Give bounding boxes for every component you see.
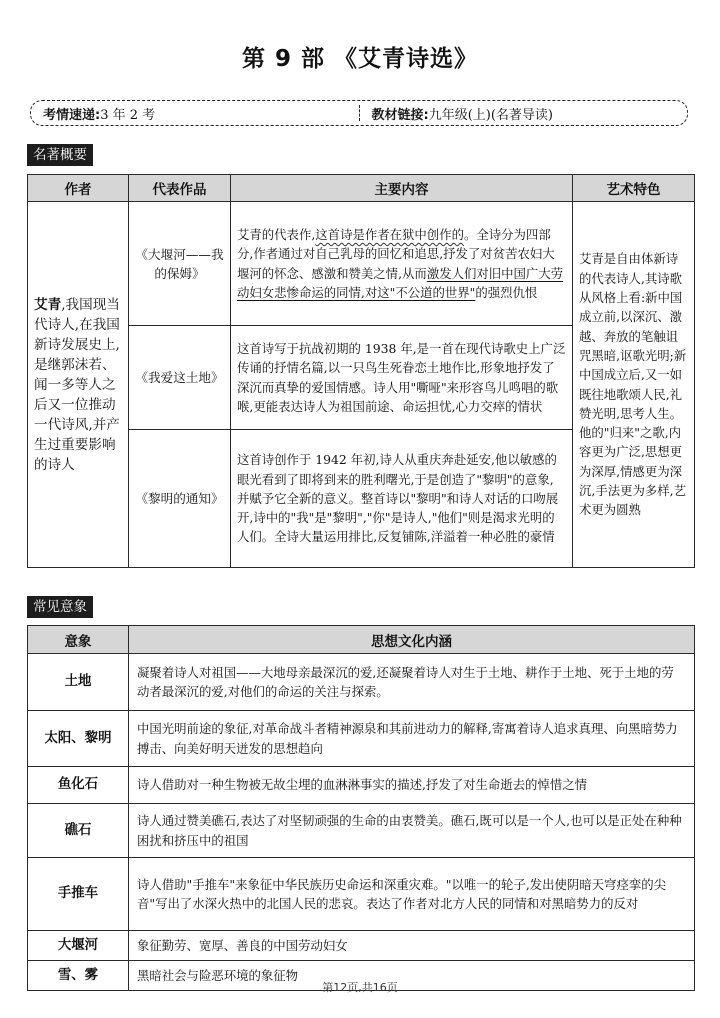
imagery-row: [28, 654, 695, 711]
section-label-imagery: 常见意象: [27, 596, 93, 618]
content-text: 艾青的代表作,: [237, 226, 316, 242]
work-title: 《大堰河——我的保姆》: [129, 202, 231, 326]
header-image: 意象: [28, 626, 129, 654]
imagery-row: [28, 767, 695, 804]
overview-header-row: [28, 175, 695, 202]
info-bar: [30, 100, 688, 126]
author-cell: [28, 202, 129, 568]
overview-row: [28, 202, 695, 326]
exam-frequency: [31, 104, 359, 123]
content-highlight: 这首诗是作者在狱中创作的: [315, 226, 464, 242]
imagery-header-row: [28, 626, 695, 654]
header-author: 作者: [28, 175, 129, 202]
work-content: 这首诗创作于 1942 年初,诗人从重庆奔赴延安,他以敏感的眼光看到了即将到来的胜利曙光,于是创造了"黎明"的意象,并赋予它全新的意义。整首诗以"黎明"和诗人对话的口吻展开,诗中的"我"是"黎明","你"是诗人,"他们"则是渴求光明的人们。全诗大量运用排比,反复铺陈,洋溢着一种必胜的豪情: [231, 430, 573, 568]
work-content: [231, 202, 573, 326]
image-meaning: 诗人借助对一种生物被无故尘埋的血淋淋事实的描述,抒发了对生命逝去的悼惜之情: [129, 767, 695, 804]
image-meaning: 黑暗社会与险恶环境的象征物: [129, 961, 695, 991]
image-meaning: 凝聚着诗人对祖国——大地母亲最深沉的爱,还凝聚着诗人对生于土地、耕作于土地、死于土地的劳动者最深沉的爱,对他们的命运的关注与探索。: [129, 654, 695, 711]
textbook-link-value: 九年级(上)(名著导读): [428, 107, 553, 123]
overview-table: [27, 174, 695, 568]
image-name: 太阳、黎明: [28, 711, 129, 767]
content-text: 的强烈仇恨: [475, 284, 538, 300]
art-feature-cell: 艾青是自由体新诗的代表诗人,其诗歌从风格上看:新中国成立前,以深沉、激越、奔放的笔触诅咒黑暗,讴歌光明;新中国成立后,又一如既往地歌颂人民,礼赞光明,思考人生。他的"归来"之歌,内容更为广泛,思想更为深厚,情感更为深沉,手法更为多样,艺术更为圆熟: [573, 202, 695, 568]
image-name: 礁石: [28, 804, 129, 858]
work-title: 《我爱这土地》: [129, 326, 231, 430]
imagery-row: [28, 804, 695, 858]
image-name: 土地: [28, 654, 129, 711]
imagery-row: [28, 711, 695, 767]
page-title: 第 9 部 《艾青诗选》: [241, 46, 479, 72]
image-meaning: 中国光明前途的象征,对革命战斗者精神源泉和其前进动力的解释,寄寓着诗人追求真理、向黑暗势力搏击、向美好明天迸发的思想趋向: [129, 711, 695, 767]
work-content: 这首诗写于抗战初期的 1938 年,是一首在现代诗歌史上广泛传诵的抒情名篇,以一只鸟生死眷恋土地作比,形象地抒发了深沉而真挚的爱国情感。诗人用"嘶哑"来形容鸟儿鸣唱的歌喉,更能表达诗人为祖国前途、命运担忧,心力交瘁的情状: [231, 326, 573, 430]
image-meaning: 象征勤劳、宽厚、善良的中国劳动妇女: [129, 931, 695, 961]
content-text: 。全诗分为四部分,作者通过对自己乳母的回忆和追思,抒发了对贫苦农妇大堰河的怀念、感激和赞美之情,从而: [237, 226, 555, 281]
content-underline: 激发人们对旧中国广大劳动妇女悲惨命运的同情,对这"不公道的世界": [237, 265, 564, 300]
author-name: 艾青: [34, 296, 62, 313]
header-meaning: 思想文化内涵: [129, 626, 695, 654]
header-art: 艺术特色: [573, 175, 695, 202]
textbook-link: [360, 104, 688, 123]
image-name: 大堰河: [28, 931, 129, 961]
imagery-table: [27, 625, 695, 991]
image-meaning: 诗人通过赞美礁石,表达了对坚韧顽强的生命的由衷赞美。礁石,既可以是一个人,也可以是正处在种种困扰和挤压中的祖国: [129, 804, 695, 858]
image-meaning: 诗人借助"手推车"来象征中华民族历史命运和深重灾难。"以唯一的轮子,发出使阴暗天穹痉挛的尖音"写出了水深火热中的北国人民的悲哀。表达了作者对北方人民的同情和对黑暗势力的反对: [129, 858, 695, 931]
exam-frequency-key: 考情速递:: [43, 107, 101, 123]
section-label-overview: 名著概要: [27, 144, 93, 166]
imagery-row: [28, 858, 695, 931]
exam-frequency-value: 3 年 2 考: [100, 107, 156, 123]
image-name: 雪、雾: [28, 961, 129, 991]
imagery-row: [28, 931, 695, 961]
header-works: 代表作品: [129, 175, 231, 202]
textbook-link-key: 教材链接:: [371, 107, 429, 123]
image-name: 手推车: [28, 858, 129, 931]
header-content: 主要内容: [231, 175, 573, 202]
image-name: 鱼化石: [28, 767, 129, 804]
work-title: 《黎明的通知》: [129, 430, 231, 568]
page-footer: 第12页,共16页: [322, 981, 398, 994]
author-description: ,我国现当代诗人,在我国新诗发展史上,是继郭沫若、闻一多等人之后又一位推动一代诗风,并产生过重要影响的诗人: [34, 296, 120, 473]
